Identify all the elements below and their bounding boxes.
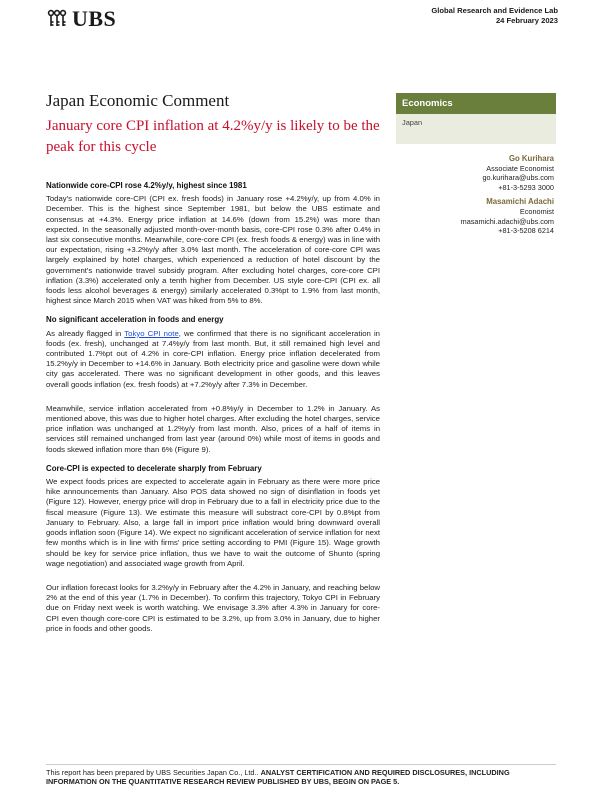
analyst-name: Masamichi Adachi xyxy=(486,197,554,207)
division-name: Global Research and Evidence Lab xyxy=(431,6,558,15)
sidebar xyxy=(396,93,556,236)
ubs-logo xyxy=(46,6,116,32)
section xyxy=(46,315,380,454)
analyst-title: Associate Economist xyxy=(486,163,554,173)
section-heading: Nationwide core-CPI rose 4.2%y/y, highest since 1981 xyxy=(46,181,247,190)
footer-disclosure: ANALYST CERTIFICATION AND REQUIRED DISCLOSURES, INCLUDING INFORMATION ON THE QUANTITATIVE RESEARCH REVIEW PUBLISHED BY UBS, BEGIN ON PAGE 5. xyxy=(46,768,510,786)
footer-lead: This report has been prepared by UBS Securities Japan Co., Ltd.. xyxy=(46,768,259,777)
tokyo-cpi-note-link[interactable]: Tokyo CPI note xyxy=(124,328,179,338)
analyst-phone: +81-3-5293 3000 xyxy=(498,182,554,192)
analyst-name: Go Kurihara xyxy=(508,154,554,163)
report-header xyxy=(431,6,558,26)
footer-divider xyxy=(46,764,556,765)
section-heading: No significant acceleration in foods and energy xyxy=(46,315,224,325)
analyst-email[interactable]: go.kurihara@ubs.com xyxy=(482,173,554,183)
paragraph: Meanwhile, service inflation accelerated from +0.8%y/y in December to 1.2% in January. As mentioned above, this was due to higher hotel charges. After excluding the hotel charges, service price inflation was unchanged at 1.2%y/y from last month. Also, prices of a half of items in services still remained unchanged from last year (around 0%) while most of items in goods and foods skewed inflation more than 6% (Figure 9). xyxy=(46,403,380,454)
section xyxy=(46,181,380,306)
paragraph xyxy=(46,329,380,390)
report-headline: January core CPI inflation at 4.2%y/y is likely to be the peak for this cycle xyxy=(46,118,380,155)
paragraph: Today's nationwide core-CPI (CPI ex. fresh foods) in January rose +4.2%y/y, up from 4.0% in December. This is the highest since September 1981, but below the UBS estimate and consensus at +4.3%. Energy price inflation at 14.6% (down from 15.2%) was more than expected. In the seasonally adjusted month-over-month basis, core-CPI rose 0.3% after 0.4% in last six consecutive months. Meanwhile, core-core CPI (ex. fresh foods & energy) was in line with our expectation, rising +3.2%y/y after 3.0% last month. The acceleration of core-core CPI was largely explained by hotel charges, which experienced a reduction of hotel discount by the government's nationwide travel subsidy program. After excluding hotel charges, core-core CPI inflation (3.3%) accelerated only a tenth higher from December. US style core-CPI (CPI ex. all foods less alcohol beverages & energy) similarly accelerated 0.3%pt to 1.9% from last month, highest since March 2015 when VAT was hiked from 5% to 8%. xyxy=(46,194,380,306)
analyst-card xyxy=(396,197,556,235)
paragraph: We expect foods prices are expected to accelerate again in February as there were more price hike announcements than January. Also POS data showed no sign of disinflation in foods yet (Figure 12). However, energy price will drop in February due to a fall in electricity price due to the fiscal measure (Figure 13). We estimate this measure will substract core-CPI by 0.8%pt from January to February. Also, a large fall in import price inflation would bring downward overall goods inflation soon (Figure 14). We expect no significant acceleration of service inflation for next few months which is in line with firms' price setting according to PMI (Figure 15). Wage growth should be key for service price inflation, thus we have to wait the outcome of Shunto (spring wage negotiation) and associated wage growth from April. xyxy=(46,477,380,568)
report-series: Japan Economic Comment xyxy=(46,91,230,110)
paragraph-text: As already flagged in xyxy=(46,328,125,338)
keys-icon xyxy=(46,9,68,29)
region-band: Japan xyxy=(396,114,556,144)
section xyxy=(46,464,380,634)
report-date: 24 February 2023 xyxy=(495,16,558,25)
analyst-title: Economist xyxy=(519,206,554,216)
paragraph-text: , we confirmed that there is no significant acceleration in foods (ex. fresh), unchanged at 7.4%y/y from last month. But, it still remained high level and contributed 1.7%pt out of 4.2% in core-CPI inflation. Energy price inflation decelerated from 15.2%y/y in December to +14.6% in January. Both electricity price and gasoline were down while city gas accelerated. There was no significant development in other goods, and this leaves overall goods inflation (ex. fresh foods) at +7.2%y/y after 7.3% in December. xyxy=(46,328,380,389)
analyst-email[interactable]: masamichi.adachi@ubs.com xyxy=(460,216,554,226)
report-body xyxy=(46,181,380,643)
paragraph: Our inflation forecast looks for 3.2%y/y in February after the 4.2% in January, and reaching below 2% at the end of this year (1.7% in December). To confirm this trajectory, Tokyo CPI in February due on Friday next week is worth watching. We envisage 3.3% after 4.3% in January for core-CPI even though core-core CPI is estimated to be 3.2%, up from 3.0% in January, due to higher price in foods and other goods. xyxy=(46,582,380,633)
analyst-card xyxy=(396,154,556,192)
disclosure-footer xyxy=(46,768,561,786)
brand-name: UBS xyxy=(72,6,117,31)
section-heading: Core-CPI is expected to decelerate sharply from February xyxy=(46,463,262,473)
category-band: Economics xyxy=(396,93,556,114)
analyst-phone: +81-3-5208 6214 xyxy=(498,226,554,236)
